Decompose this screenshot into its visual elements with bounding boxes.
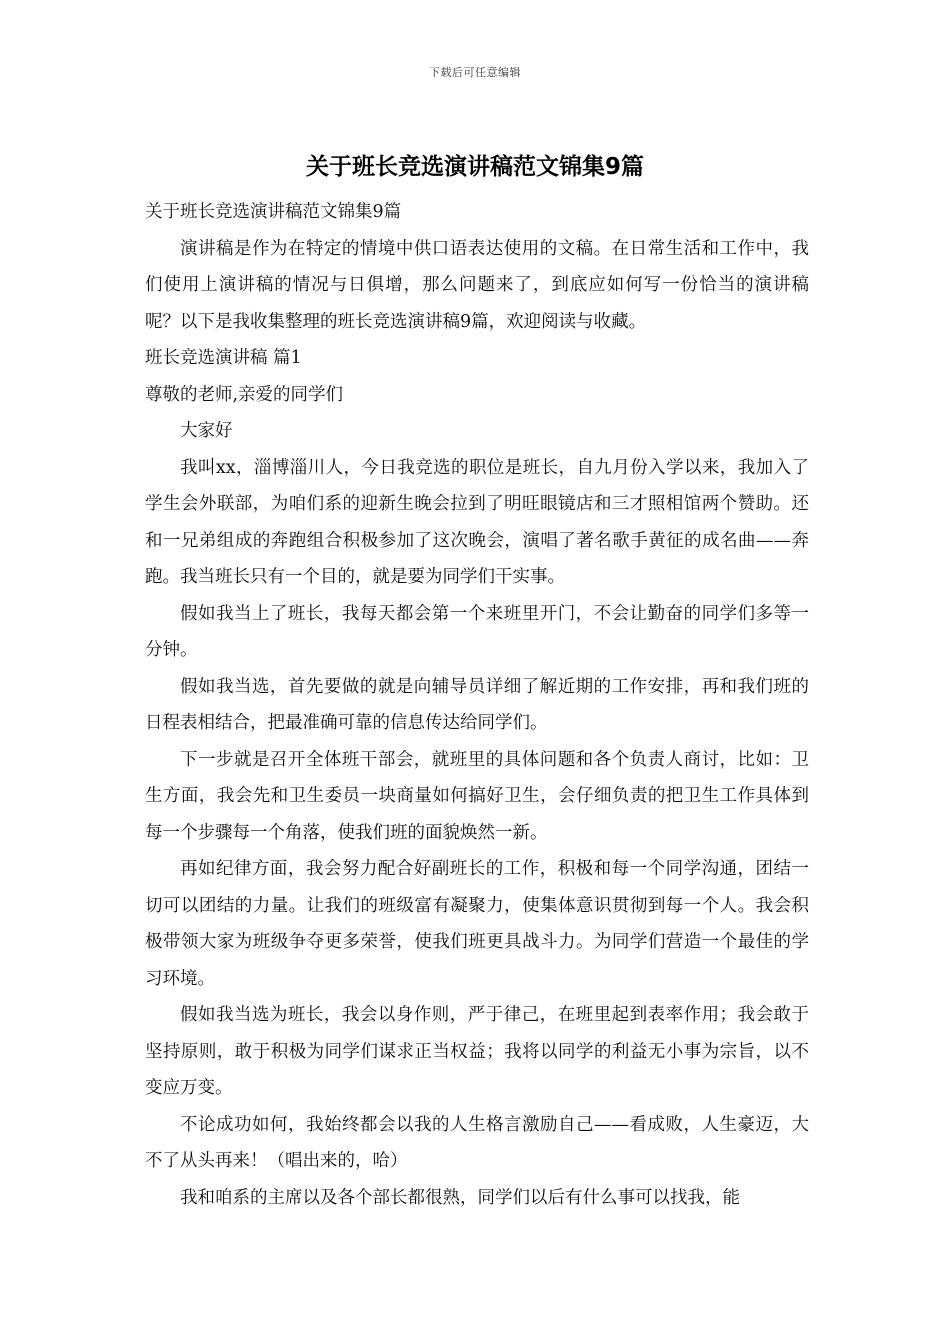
document-body [145, 194, 809, 1216]
paragraph: 假如我当选为班长，我会以身作则，严于律己，在班里起到表率作用；我会敢于坚持原则，敢于积极为同学们谋求正当权益；我将以同学的利益无小事为宗旨，以不变应万变。 [145, 1005, 809, 1098]
paragraph: 班长竞选演讲稿 篇1 [145, 348, 302, 368]
paragraph: 假如我当上了班长，我每天都会第一个来班里开门，不会让勤奋的同学们多等一分钟。 [145, 603, 809, 660]
document-title: 关于班长竞选演讲稿范文锦集9篇 [305, 154, 644, 180]
paragraph: 尊敬的老师,亲爱的同学们 [145, 384, 344, 405]
paragraph: 不论成功如何，我始终都会以我的人生格言激励自己——看成败，人生豪迈，大不了从头再来！（唱出来的，哈） [145, 1114, 809, 1171]
paragraph: 关于班长竞选演讲稿范文锦集9篇 [145, 202, 402, 222]
paragraph: 大家好 [180, 421, 233, 441]
paragraph: 再如纪律方面，我会努力配合好副班长的工作，积极和每一个同学沟通，团结一切可以团结的力量。让我们的班级富有凝聚力，使集体意识贯彻到每一个人。我会积极带领大家为班级争夺更多荣誉，使我们班更具战斗力。为同学们营造一个最佳的学习环境。 [145, 859, 809, 989]
header-note: 下载后可任意编辑 [429, 66, 521, 79]
paragraph: 假如我当选，首先要做的就是向辅导员详细了解近期的工作安排，再和我们班的日程表相结合，把最准确可靠的信息传达给同学们。 [145, 676, 809, 733]
paragraph: 我和咱系的主席以及各个部长都很熟，同学们以后有什么事可以找我，能 [180, 1187, 740, 1208]
paragraph: 下一步就是召开全体班干部会，就班里的具体问题和各个负责人商讨，比如：卫生方面，我会先和卫生委员一块商量如何搞好卫生，会仔细负责的把卫生工作具体到每一个步骤每一个角落，使我们班的面貌焕然一新。 [145, 749, 809, 843]
paragraph: 我叫xx，淄博淄川人，今日我竞选的职位是班长，自九月份入学以来，我加入了学生会外联部，为咱们系的迎新生晚会拉到了明旺眼镜店和三才照相馆两个赞助。还和一兄弟组成的奔跑组合积极参加了这次晚会，演唱了著名歌手黄征的成名曲——奔跑。我当班长只有一个目的，就是要为同学们干实事。 [145, 457, 809, 587]
paragraph: 演讲稿是作为在特定的情境中供口语表达使用的文稿。在日常生活和工作中，我们使用上演讲稿的情况与日俱增，那么问题来了，到底应如何写一份恰当的演讲稿呢？以下是我收集整理的班长竞选演讲稿9篇，欢迎阅读与收藏。 [145, 238, 809, 332]
